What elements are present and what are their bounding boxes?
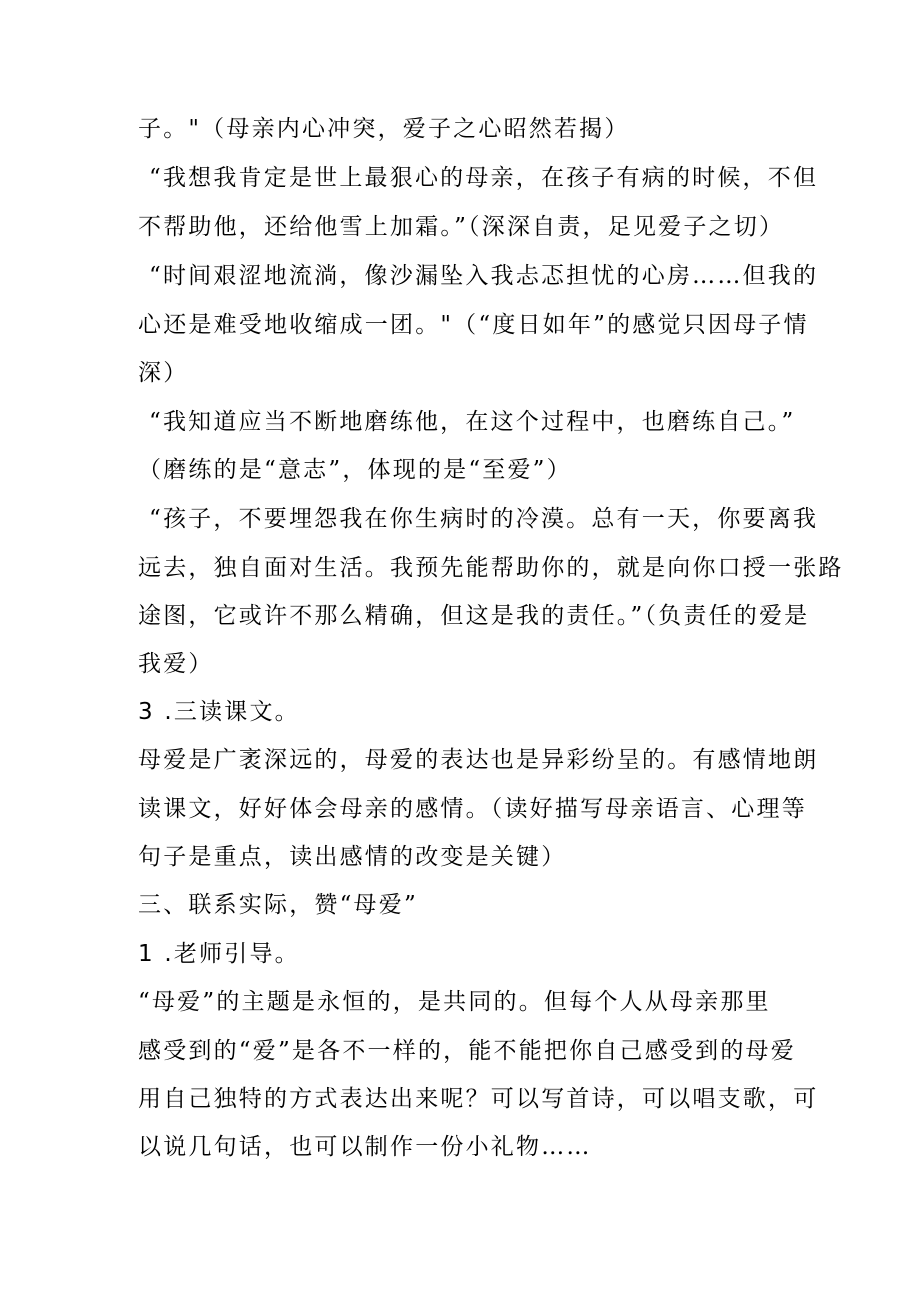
paragraph-line: 读课文，好好体会母亲的感情。（读好描写母亲语言、心理等 (138, 796, 807, 822)
paragraph-line: “孩子，不要埋怨我在你生病时的冷漠。总有一天，你要离我 (149, 506, 819, 532)
paragraph-line: 子。"（母亲内心冲突，爱子之心昭然若揭） (138, 116, 630, 142)
paragraph-line: （磨练的是“意志”，体现的是“至爱”） (138, 457, 572, 483)
paragraph-line: “我知道应当不断地磨练他，在这个过程中，也磨练自己。” (149, 409, 796, 435)
paragraph-line: 途图，它或许不那么精确，但这是我的责任。”（负责任的爱是 (138, 603, 810, 629)
paragraph-line: “时间艰涩地流淌，像沙漏坠入我忐忑担忧的心房……但我的 (149, 263, 819, 289)
paragraph-line: 用自己独特的方式表达出来呢？可以写首诗，可以唱支歌，可 (138, 1086, 819, 1112)
section-heading: 三、联系实际，赞“母爱” (138, 892, 418, 918)
paragraph-line: 以说几句话，也可以制作一份小礼物…… (138, 1134, 592, 1160)
paragraph-line: 感受到的“爱”是各不一样的，能不能把你自己感受到的母爱 (138, 1038, 796, 1064)
paragraph-line: 深） (138, 360, 189, 386)
paragraph-line: “母爱”的主题是永恒的，是共同的。但每个人从母亲那里 (138, 989, 771, 1015)
section-heading: 1 .老师引导。 (138, 941, 300, 967)
paragraph-line: 母爱是广袤深远的，母爱的表达也是异彩纷呈的。有感情地朗 (138, 747, 819, 773)
paragraph-line: “我想我肯定是世上最狠心的母亲，在孩子有病的时候，不但 (149, 165, 819, 191)
paragraph-line: 不帮助他，还给他雪上加霜。”（深深自责，足见爱子之切） (138, 214, 785, 240)
paragraph-line: 心还是难受地收缩成一团。"（“度日如年”的感觉只因母子情 (138, 312, 809, 338)
section-heading: 3 .三读课文。 (138, 699, 300, 725)
paragraph-line: 我爱） (138, 651, 214, 677)
paragraph-line: 远去，独自面对生活。我预先能帮助你的，就是向你口授一张路 (138, 555, 844, 581)
paragraph-line: 句子是重点，读出感情的改变是关键） (138, 844, 567, 870)
